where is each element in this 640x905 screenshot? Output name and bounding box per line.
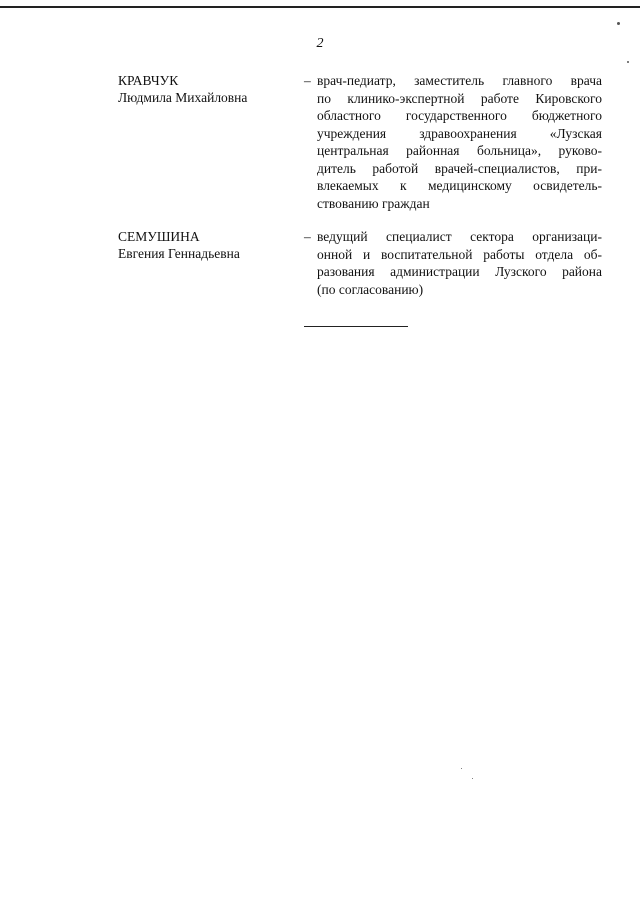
- role-line: дитель работой врачей-специалистов, при-: [317, 160, 602, 176]
- page-number: 2: [316, 36, 324, 51]
- closing-rule: [304, 326, 408, 327]
- role-line: влекаемых к медицинскому освидетель-: [317, 178, 602, 193]
- member-given-names: Людмила Михайловна: [118, 90, 248, 105]
- member-role: [317, 228, 602, 298]
- dash-separator: –: [304, 229, 311, 244]
- role-line: разования администрации Лузского района: [317, 264, 602, 279]
- member-surname: КРАВЧУК: [118, 73, 179, 88]
- member-given-names: Евгения Геннадьевна: [118, 246, 240, 261]
- role-line: ведущий специалист сектора организаци-: [317, 229, 602, 244]
- role-line: врач-педиатр, заместитель главного врача: [317, 73, 602, 88]
- top-rule: [0, 6, 640, 8]
- scan-speck: [627, 61, 629, 63]
- role-line: учреждения здравоохранения «Лузская: [317, 125, 602, 141]
- member-name: [118, 228, 293, 262]
- role-line: (по согласованию): [317, 281, 424, 297]
- role-line: центральная районная больница», руково-: [317, 143, 602, 158]
- role-line: областного государственного бюджетного: [317, 108, 602, 123]
- role-line: по клинико-экспертной работе Кировского: [317, 90, 602, 106]
- member-name: [118, 72, 293, 106]
- scan-speck: [617, 22, 620, 25]
- scan-speck: [472, 778, 473, 779]
- scan-speck: [461, 768, 462, 769]
- role-line: ствованию граждан: [317, 195, 430, 211]
- member-surname: СЕМУШИНА: [118, 229, 200, 244]
- role-line: онной и воспитательной работы отдела об-: [317, 246, 602, 262]
- dash-separator: –: [304, 73, 311, 88]
- member-role: [317, 72, 602, 212]
